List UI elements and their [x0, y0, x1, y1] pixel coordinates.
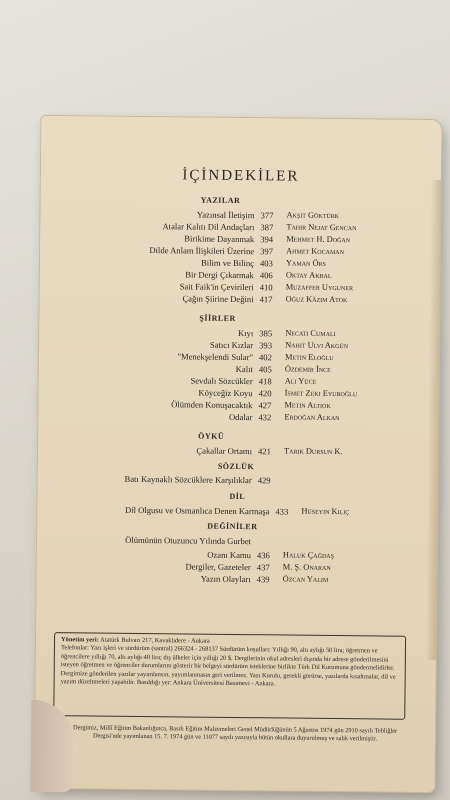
toc-entry: Satıcı Kızlar 393 Nahit Ulvi Akgün: [209, 339, 349, 351]
section-yazilar: YAZILAR: [200, 195, 241, 206]
toc-entry: Birikime Dayanmak 394 Mehmet H. Doğan: [184, 233, 351, 245]
toc-entry: Odalar 432 Erdoğan Alkan: [228, 411, 340, 423]
address-label: Yönetim yeri:: [61, 636, 99, 644]
toc-entry: Bir Dergi Çıkarmak 406 Oktay Akbal: [185, 269, 332, 281]
ministry-notice: Dergimiz, Millî Eğitim Bakanlığınca, Basılı Eğitim Malzemeleri Genel Müdürlüğünün 5 Ağustos 1974 gün 2910 sayılı Tebliğler Dergisi'nde yayımlanan 15. 7. 1974 gün ve 11077 sayılı yazısıyla bütün okullara duyurulmuş ve salık verilmiştir.: [73, 724, 398, 743]
toc-entry: Sevdalı Sözcükler 418 Ali Yüce: [190, 375, 317, 387]
section-sozluk: SÖZLÜK: [217, 461, 255, 472]
toc-entry: Çağın Şiirine Değini 417 Oğuz Kâzım Atok: [182, 293, 348, 305]
toc-entry: Kalıt 405 Özdemir İnce: [235, 363, 331, 375]
section-oyku: ÖYKÜ: [198, 431, 225, 441]
toc-entry: Ozanı Kamu 436 Haluk Çağdaş: [207, 549, 335, 561]
toc-entry: Ölümden Konuşacaktık 427 Metin Altıok: [171, 399, 331, 411]
toc-entry: Yazın Olayları 439 Özcan Yalım: [200, 573, 329, 585]
toc-entry: Köyceğiz Koyu 420 İsmet Zeki Eyuboğlu: [198, 387, 358, 399]
toc-entry: Atalar Kalıtı Dil Andaçları 387 Tahir Nejat Gencan: [162, 221, 357, 233]
page-title: İÇİNDEKİLER: [182, 167, 300, 185]
toc-entry: "Menekşelendi Sular" 402 Metin Eloğlu: [177, 351, 334, 363]
publication-info-box: [53, 632, 406, 720]
toc-entry: Kıyı 385 Necati Cumalı: [237, 327, 336, 339]
section-siirler: ŞİİRLER: [199, 313, 236, 323]
magazine-page: [34, 116, 441, 792]
toc-entry: Batı Kaynaklı Sözcüklere Karşılıklar 429: [124, 473, 271, 486]
toc-entry: Dergiler, Gazeteler 437 M. Ş. Onaran: [185, 561, 331, 573]
subscription-text: Telefonlar: Yazı işleri ve sürdürüm (santral) 266324 - 268137 Sürdürüm koşulları: Yıllığı 90, altı aylığı 50 lira; öğretmen ve öğrencilere yıllığı 70, altı aylığı 40 lira; dış ülkeler için yıllığı 20 $. Dergilerinin okul adresleri dışında bir adrese gönderilmesini isteyen öğretmen ve öğrenciler durumlarını gösterir bir belgeyi sürdürüm isteklerine birlikte Türk Dil Kurumuna göndermelidirler. Dergimize gönderilen yazılar yayımlansın, yayımlanmasın geri verilmez. Yazı Kurulu, gerekli görürse, yazılarda kısaltmalar, dil ve yazım düzeltmeleri yapabilir. Basıldığı yer: Ankara Üniversitesi Basımevi - Ankara.: [60, 644, 396, 688]
toc-entry: Bilim ve Bilinç 403 Yaman Örs: [200, 257, 326, 269]
section-degiriler: DEĞİNİLER: [207, 521, 258, 532]
toc-entry: Çakallar Ortamı 421 Tarık Dursun K.: [196, 445, 343, 457]
section-dil: DİL: [229, 491, 246, 502]
toc-entry: Dil Olgusu ve Osmanlıca Denen Karmaşa 433 Hüseyin Kılıç: [124, 504, 350, 517]
toc-entry: Yazınsal İletişim 377 Akşit Göktürk: [196, 209, 340, 221]
toc-entry: Ölümünün Otuzuncu Yılında Gurbet: [125, 534, 252, 547]
address-text: Atatürk Bulvarı 217, Kavaklıdere - Ankara: [100, 636, 210, 645]
toc-entry: Dilde Anlam İlişkileri Üzerine 397 Ahmet Kocaman: [149, 245, 345, 257]
toc-entry: Sait Faik'in Çevirileri 410 Muzaffer Uyguner: [179, 281, 354, 293]
